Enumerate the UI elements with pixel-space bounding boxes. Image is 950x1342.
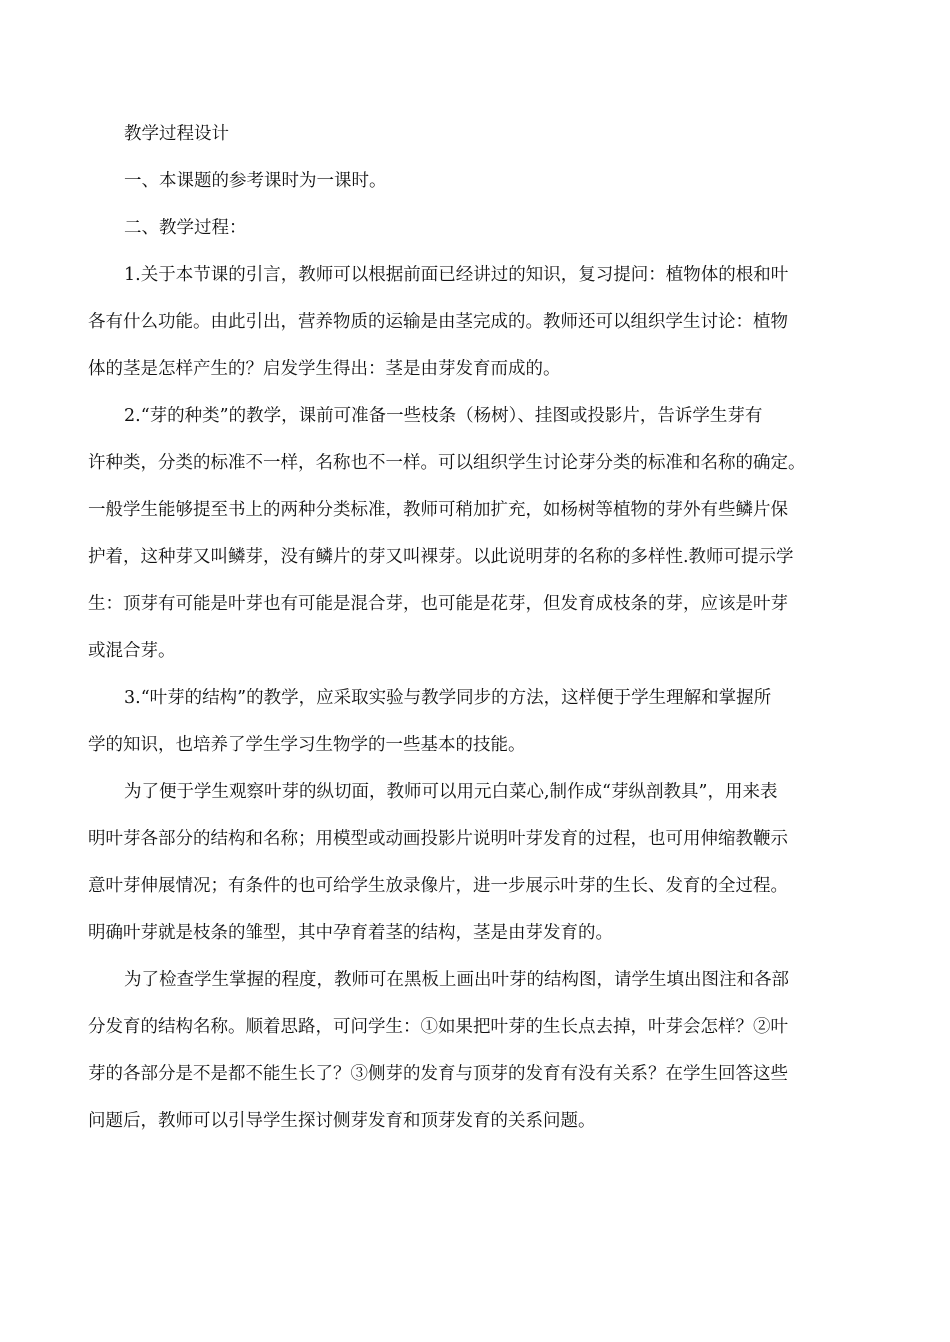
paragraph-line: 或混合芽。 (88, 641, 176, 661)
paragraph-1 (88, 262, 864, 382)
paragraph-line: 为了检查学生掌握的程度，教师可在黑板上画出叶芽的结构图，请学生填出图注和各部 (124, 970, 789, 990)
section-teaching-process: 二、教学过程： (124, 218, 247, 238)
paragraph-line: 学的知识，也培养了学生学习生物学的一些基本的技能。 (88, 735, 526, 755)
paragraph-line: 明确叶芽就是枝条的雏型，其中孕育着茎的结构，茎是由芽发育的。 (88, 923, 613, 943)
paragraph-4 (88, 779, 864, 946)
paragraph-line: 1.关于本节课的引言，教师可以根据前面已经讲过的知识，复习提问：植物体的根和叶 (124, 265, 789, 285)
paragraph-line: 芽的各部分是不是都不能生长了？③侧芽的发育与顶芽的发育有没有关系？在学生回答这些 (88, 1064, 788, 1084)
paragraph-line: 许种类，分类的标准不一样，名称也不一样。可以组织学生讨论芽分类的标准和名称的确定。 (88, 453, 806, 473)
paragraph-line: 为了便于学生观察叶芽的纵切面，教师可以用元白菜心,制作成“芽纵剖教具”，用来表 (124, 782, 778, 802)
document-body (88, 121, 864, 1134)
paragraph-line: 一般学生能够提至书上的两种分类标准，教师可稍加扩充，如杨树等植物的芽外有些鳞片保 (88, 500, 788, 520)
paragraph-2 (88, 403, 864, 664)
paragraph-line: 明叶芽各部分的结构和名称；用模型或动画投影片说明叶芽发育的过程，也可用伸缩教鞭示 (88, 829, 788, 849)
paragraph-line: 分发育的结构名称。顺着思路，可问学生：①如果把叶芽的生长点去掉，叶芽会怎样？②叶 (88, 1017, 788, 1037)
section-class-hours: 一、本课题的参考课时为一课时。 (124, 171, 387, 191)
paragraph-line: 问题后，教师可以引导学生探讨侧芽发育和顶芽发育的关系问题。 (88, 1111, 596, 1131)
paragraph-3 (88, 685, 864, 758)
paragraph-line: 各有什么功能。由此引出，营养物质的运输是由茎完成的。教师还可以组织学生讨论：植物 (88, 312, 788, 332)
paragraph-line: 意叶芽伸展情况；有条件的也可给学生放录像片，进一步展示叶芽的生长、发育的全过程。 (88, 876, 788, 896)
paragraph-line: 护着，这种芽又叫鳞芽，没有鳞片的芽又叫裸芽。以此说明芽的名称的多样性.教师可提示学 (88, 547, 794, 567)
paragraph-line: 体的茎是怎样产生的？启发学生得出：茎是由芽发育而成的。 (88, 359, 561, 379)
paragraph-5 (88, 967, 864, 1134)
paragraph-line: 生：顶芽有可能是叶芽也有可能是混合芽，也可能是花芽，但发育成枝条的芽，应该是叶芽 (88, 594, 788, 614)
paragraph-line: 2.“芽的种类”的教学，课前可准备一些枝条（杨树）、挂图或投影片，告诉学生芽有 (124, 406, 763, 426)
heading: 教学过程设计 (124, 124, 229, 144)
paragraph-line: 3.“叶芽的结构”的教学，应采取实验与教学同步的方法，这样便于学生理解和掌握所 (124, 688, 772, 708)
